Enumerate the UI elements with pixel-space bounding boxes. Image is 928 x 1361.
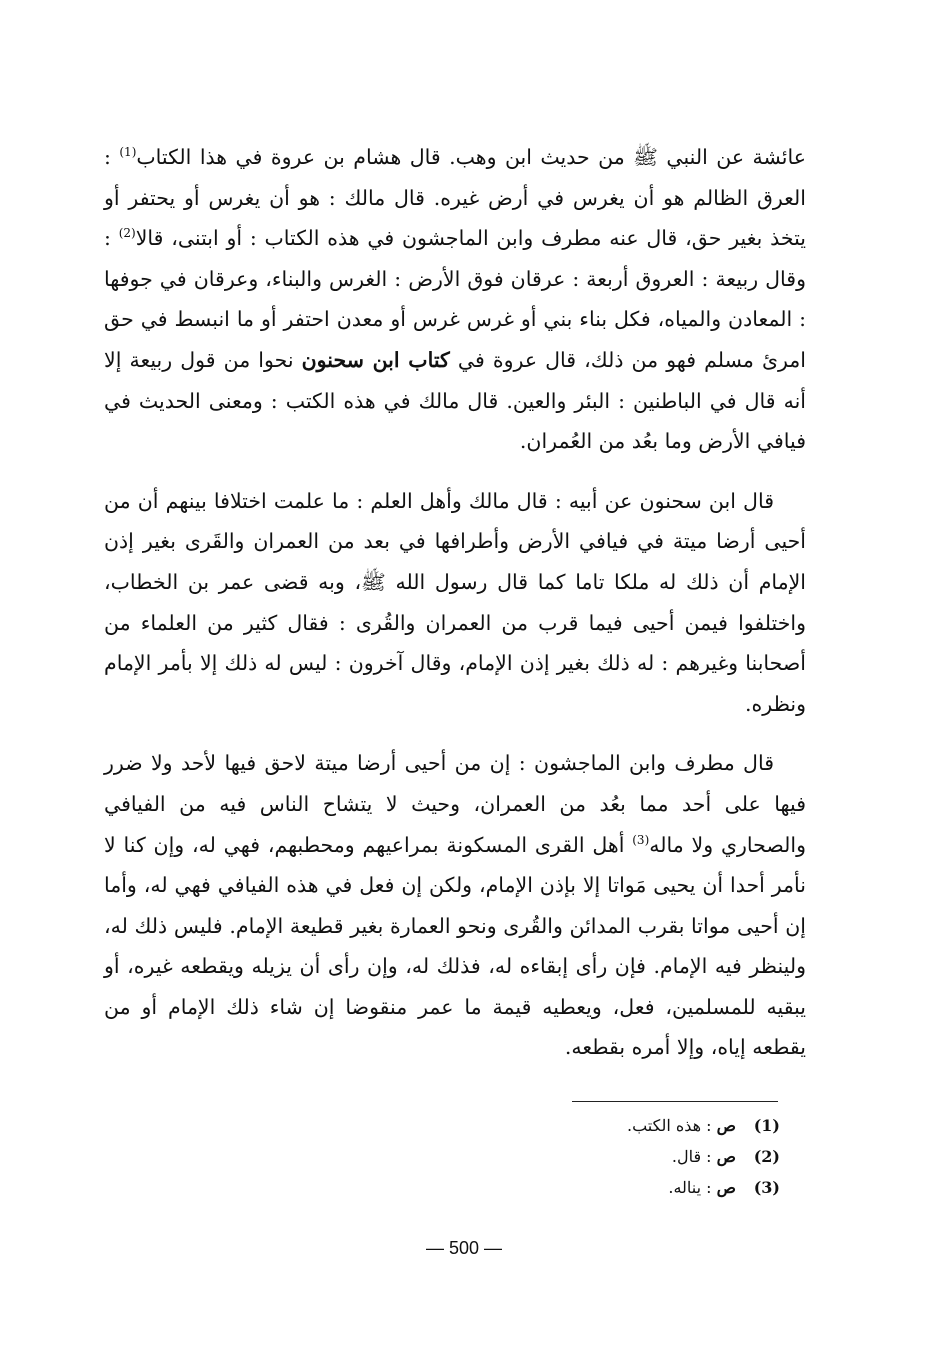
footnote-body [627,1110,736,1141]
footnote-ref-2: (2) [118,226,136,241]
paragraph-1-part-4: نحوا من قول ربيعة إلا أنه قال في الباطنين : البئر والعين. قال مالك في هذه الكتب : ومعنى الحديث في فيافي الأرض وما بعُد من العُمران. [104,347,806,454]
paragraph-1 [104,137,806,462]
paragraph-spacer [104,462,806,481]
footnote-item [420,1172,780,1203]
footnote-source: ص [716,1178,736,1197]
footnote-item [420,1141,780,1172]
footnote-item [420,1110,780,1141]
paragraph-3-part-2: أهل القرى المسكونة بمراعيهم ومحطبهم، فهي له، وإن كنا لا نأمر أحدا أن يحيى مَواتا إلا بإذن الإمام، ولكن إن فعل في هذه الفيافي فهي له، وأما إن أحيى مواتا بقرب المدائن والقُرى ونحو العمارة بغير قطيعة الإمام. فليس ذلك له، ولينظر فيه الإمام. فإن رأى إبقاءه له، فذلك له، وإن رأى أن يزيله ويقطعه غيره، أو يبقيه للمسلمين، فعل، ويعطيه قيمة ما عمر منقوضا إن شاء ذلك الإمام أو من يقطعه إياه، وإلا أمره بقطعه. [104,832,806,1060]
bold-book-title: كتاب ابن سحنون [301,347,450,372]
footnote-separator: : [701,1147,717,1166]
footnote-number: (1) [753,1116,780,1135]
paragraph-1-part-3: : وقال ربيعة : العروق أربعة : عرقان فوق الأرض : الغرس والبناء، وعرقان في جوفها : المعادن والمياه، فكل بناء بني أو غرس غرس أو معدن احتفر أو ما انبسط في حق امرئ مسلم فهو من ذلك، قال عروة في [104,226,806,372]
footnotes [420,1110,780,1203]
footnote-text: يناله. [668,1178,702,1197]
paragraph-1-part-1: عائشة عن النبي ﷺ من حديث ابن وهب. قال هشام بن عروة في هذا الكتاب [136,145,806,169]
footnote-separator: : [701,1116,717,1135]
footnote-body [672,1141,736,1172]
main-text [104,137,806,1068]
footnote-ref-1: (1) [119,145,137,160]
footnote-source: ص [716,1116,736,1135]
footnote-number: (3) [753,1178,780,1197]
paragraph-2: قال ابن سحنون عن أبيه : قال مالك وأهل العلم : ما علمت اختلافا بينهم أن من أحيى أرضا ميتة في فيافي الأرض وأطرافها في بعد من العمران والقَرى بغير إذن الإمام أن ذلك له ملكا تاما كما قال رسول الله ﷺ، وبه قضى عمر بن الخطاب، واختلفوا فيمن أحيى فيما قرب من العمران والقُرى : فقال كثير من العلماء من أصحابنا وغيرهم : له ذلك بغير إذن الإمام، وقال آخرون : ليس له ذلك إلا بأمر الإمام ونظره. [104,488,806,716]
footnote-separator: : [701,1178,717,1197]
footnote-text: قال. [671,1147,702,1166]
footnote-text: هذه الكتب. [627,1116,702,1135]
footnote-divider [572,1101,778,1102]
footnote-source: ص [716,1147,736,1166]
footnote-body [668,1172,736,1203]
paragraph-1-part-2: : العرق الظالم هو أن يغرس في أرض غيره. قال مالك : هو أن يغرس أو يحتفر أو يتخذ بغير حق، قال عنه مطرف وابن الماجشون في هذه الكتاب : أو ابتنى، قالا [104,145,806,251]
paragraph-spacer [104,724,806,743]
paragraph-3 [104,743,806,1068]
paragraph-3-part-1: قال مطرف وابن الماجشون : إن من أحيى أرضا ميتة لاحق فيها لأحد ولا ضرر فيها على أحد مما بعُد من العمران، وحيث لا يتشاح الناس فيه من الفيافي والصحاري ولا ماله [104,751,806,857]
footnote-number: (2) [753,1147,780,1166]
footnote-ref-3: (3) [632,832,650,847]
page-number: — 500 — [425,1238,503,1258]
